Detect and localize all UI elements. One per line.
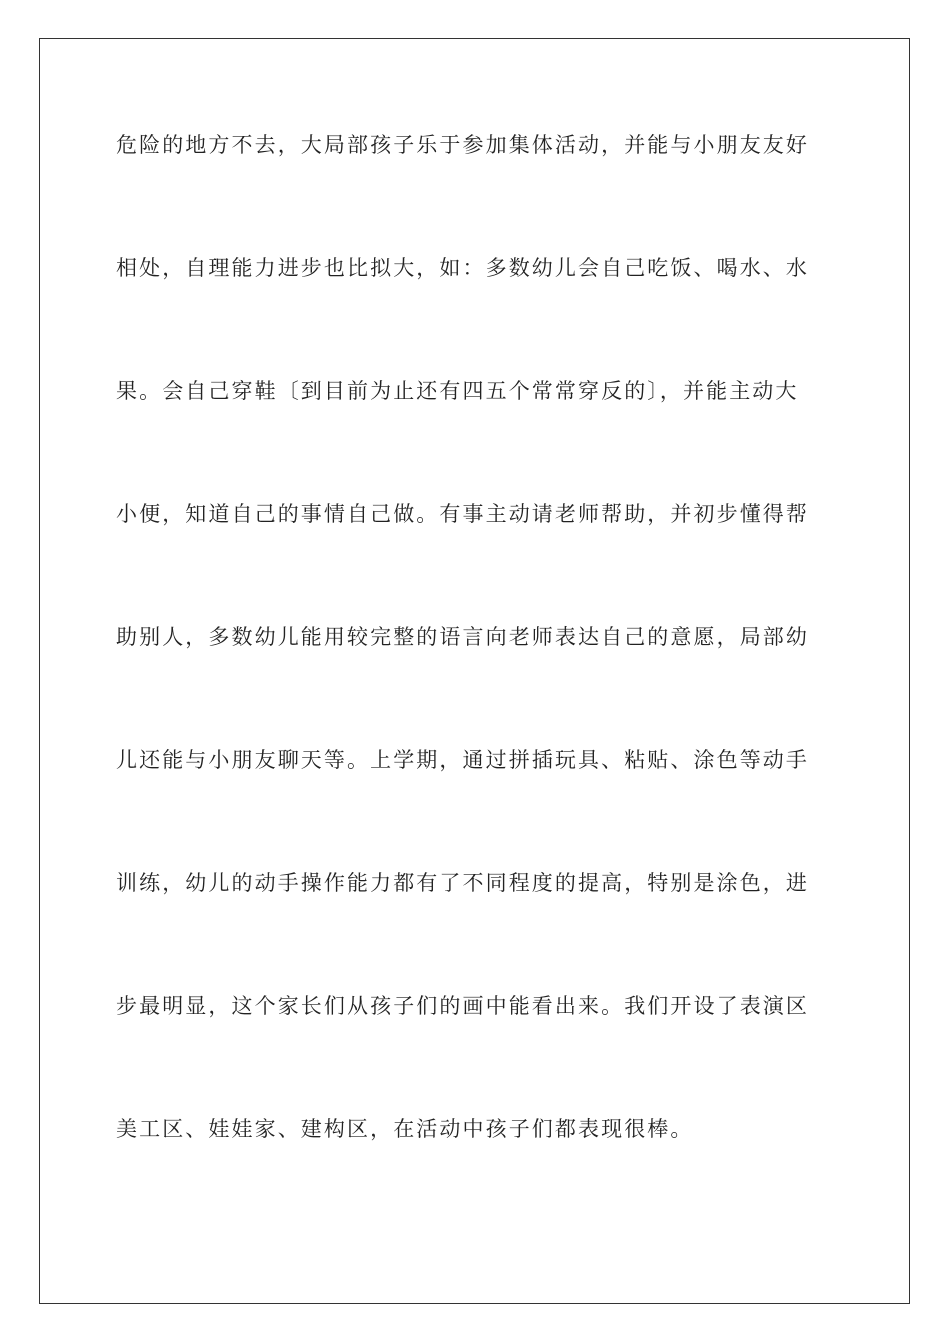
text-line-2: 相处，自理能力进步也比拟大，如：多数幼儿会自己吃饭、喝水、水 (116, 256, 809, 280)
document-body (116, 131, 836, 1238)
text-line-1: 危险的地方不去，大局部孩子乐于参加集体活动，并能与小朋友友好 (116, 133, 809, 157)
text-line-9: 美工区、娃娃家、建构区，在活动中孩子们都表现很棒。 (116, 1117, 694, 1141)
text-line-7: 训练，幼儿的动手操作能力都有了不同程度的提高，特别是涂色，进 (116, 871, 809, 895)
text-line-3: 果。会自己穿鞋〔到目前为止还有四五个常常穿反的〕，并能主动大 (116, 379, 799, 403)
text-line-8: 步最明显，这个家长们从孩子们的画中能看出来。我们开设了表演区 (116, 994, 809, 1018)
text-line-5: 助别人，多数幼儿能用较完整的语言向老师表达自己的意愿，局部幼 (116, 625, 809, 649)
text-line-4: 小便，知道自己的事情自己做。有事主动请老师帮助，并初步懂得帮 (116, 502, 809, 526)
text-line-6: 儿还能与小朋友聊天等。上学期，通过拼插玩具、粘贴、涂色等动手 (116, 748, 809, 772)
